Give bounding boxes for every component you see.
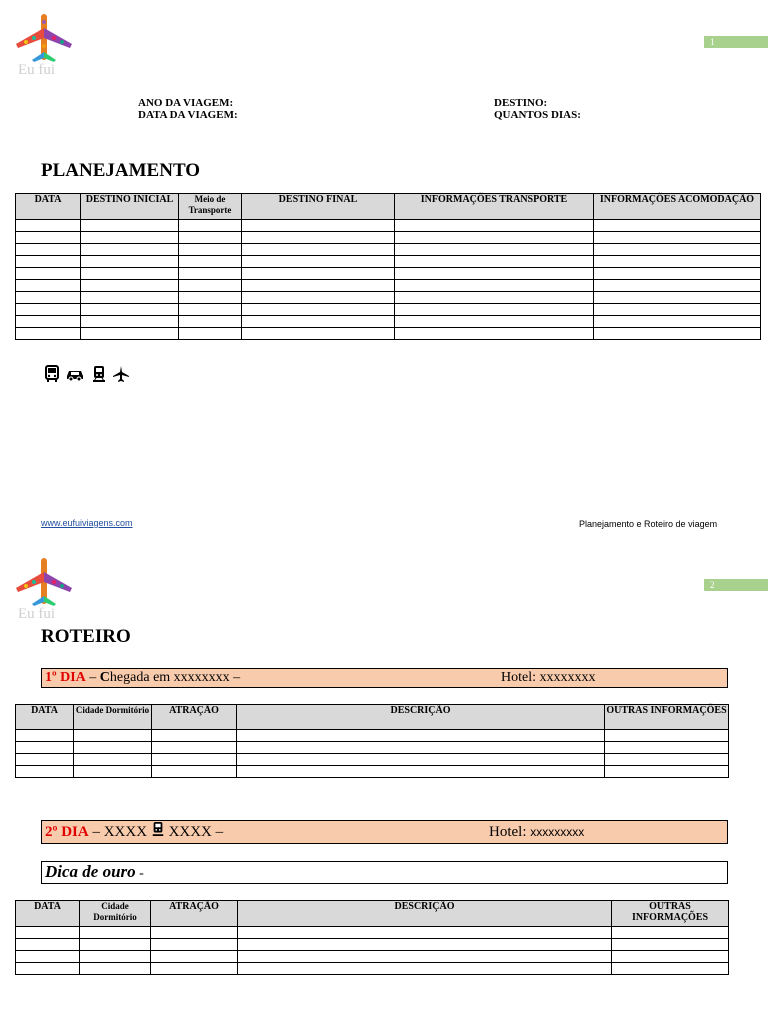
table-cell[interactable] bbox=[612, 951, 729, 963]
table-cell[interactable] bbox=[237, 742, 605, 754]
table-cell[interactable] bbox=[81, 280, 179, 292]
day2-hotel bbox=[489, 821, 584, 843]
golden-tip-label: Dica de ouro bbox=[45, 862, 136, 881]
table-cell[interactable] bbox=[594, 304, 761, 316]
trip-date-label: DATA DA VIAGEM: bbox=[138, 109, 238, 121]
footer-website-link[interactable]: www.eufuiviagens.com bbox=[41, 518, 133, 528]
table-cell[interactable] bbox=[594, 244, 761, 256]
header-atracao: ATRAÇÃO bbox=[151, 901, 238, 927]
table-cell[interactable] bbox=[594, 268, 761, 280]
table-row bbox=[16, 939, 729, 951]
day1-itinerary-table bbox=[15, 704, 729, 778]
day2-header bbox=[41, 820, 728, 844]
table-cell[interactable] bbox=[395, 304, 594, 316]
table-cell[interactable] bbox=[594, 220, 761, 232]
table-cell[interactable] bbox=[605, 754, 729, 766]
airplane-icon bbox=[112, 368, 130, 388]
table-cell[interactable] bbox=[151, 939, 238, 951]
table-cell[interactable] bbox=[605, 766, 729, 778]
table-cell[interactable] bbox=[152, 742, 237, 754]
table-cell[interactable] bbox=[594, 328, 761, 340]
planning-title: PLANEJAMENTO bbox=[41, 160, 201, 181]
table-cell[interactable] bbox=[237, 754, 605, 766]
table-cell[interactable] bbox=[237, 766, 605, 778]
table-cell[interactable] bbox=[179, 316, 242, 328]
table-cell[interactable] bbox=[16, 280, 81, 292]
day1-hotel: Hotel: xxxxxxxx bbox=[501, 670, 596, 685]
table-row bbox=[16, 256, 761, 268]
planning-table-body bbox=[16, 220, 761, 340]
table-cell[interactable] bbox=[80, 963, 151, 975]
table-cell[interactable] bbox=[605, 742, 729, 754]
table-cell[interactable] bbox=[395, 256, 594, 268]
table-cell[interactable] bbox=[594, 256, 761, 268]
planning-table bbox=[15, 193, 761, 340]
day2-itinerary-table bbox=[15, 900, 729, 975]
table-cell[interactable] bbox=[242, 292, 395, 304]
table-cell[interactable] bbox=[242, 268, 395, 280]
table-cell[interactable] bbox=[238, 927, 612, 939]
table-cell[interactable] bbox=[16, 244, 81, 256]
table-cell[interactable] bbox=[179, 244, 242, 256]
transport-icons bbox=[44, 365, 130, 388]
table-cell[interactable] bbox=[242, 316, 395, 328]
header-outras-informacoes: OUTRAS INFORMAÇÕES bbox=[612, 901, 729, 927]
table-cell[interactable] bbox=[16, 268, 81, 280]
table-cell[interactable] bbox=[74, 754, 152, 766]
table-cell[interactable] bbox=[16, 927, 80, 939]
table-cell[interactable] bbox=[395, 268, 594, 280]
table-cell[interactable] bbox=[238, 963, 612, 975]
table-row bbox=[16, 754, 729, 766]
day1-arrival-text: hegada em xxxxxxxx – bbox=[109, 670, 241, 685]
day2-label: 2º DIA bbox=[45, 824, 89, 840]
table-cell[interactable] bbox=[16, 766, 74, 778]
table-cell[interactable] bbox=[81, 256, 179, 268]
header-info-transporte: INFORMAÇÕES TRANSPORTE bbox=[395, 194, 594, 220]
table-cell[interactable] bbox=[16, 256, 81, 268]
table-cell[interactable] bbox=[74, 742, 152, 754]
logo bbox=[14, 12, 78, 82]
table-cell[interactable] bbox=[16, 232, 81, 244]
table-cell[interactable] bbox=[238, 939, 612, 951]
table-cell[interactable] bbox=[16, 316, 81, 328]
table-row bbox=[16, 292, 761, 304]
header-destino-inicial: DESTINO INICIAL bbox=[81, 194, 179, 220]
destination-label: DESTINO: bbox=[494, 97, 548, 109]
header-data: DATA bbox=[16, 194, 81, 220]
table-cell[interactable] bbox=[594, 292, 761, 304]
header-destino-final: DESTINO FINAL bbox=[242, 194, 395, 220]
table-cell[interactable] bbox=[237, 730, 605, 742]
table-cell[interactable] bbox=[16, 292, 81, 304]
header-descricao: DESCRIÇÃO bbox=[238, 901, 612, 927]
airplane-logo-icon bbox=[14, 556, 74, 608]
day2-hotel-label: Hotel: bbox=[489, 824, 531, 840]
day1-header bbox=[41, 668, 728, 688]
table-row bbox=[16, 742, 729, 754]
itinerary-table-body bbox=[16, 927, 729, 975]
table-cell[interactable] bbox=[238, 951, 612, 963]
table-row bbox=[16, 730, 729, 742]
table-cell[interactable] bbox=[16, 742, 74, 754]
header-atracao: ATRAÇÃO bbox=[152, 705, 237, 730]
table-cell[interactable] bbox=[16, 304, 81, 316]
day2-hotel-value: xxxxxxxxx bbox=[530, 825, 585, 839]
trip-year-label: ANO DA VIAGEM: bbox=[138, 97, 234, 109]
bus-icon bbox=[44, 368, 65, 388]
header-cidade-dormitorio: Cidade Dormitório bbox=[74, 705, 152, 730]
table-cell[interactable] bbox=[16, 754, 74, 766]
table-cell[interactable] bbox=[594, 280, 761, 292]
table-cell[interactable] bbox=[16, 220, 81, 232]
itinerary-table-body bbox=[16, 730, 729, 778]
table-cell[interactable] bbox=[80, 951, 151, 963]
header-meio-transporte: Meio de Transporte bbox=[179, 194, 242, 220]
table-cell[interactable] bbox=[81, 268, 179, 280]
footer-document-title: Planejamento e Roteiro de viagem bbox=[579, 519, 718, 529]
header-info-acomodacao: INFORMAÇÕES ACOMODAÇÃO bbox=[594, 194, 761, 220]
table-cell[interactable] bbox=[81, 304, 179, 316]
table-row bbox=[16, 951, 729, 963]
table-cell[interactable] bbox=[179, 256, 242, 268]
table-cell[interactable] bbox=[81, 292, 179, 304]
table-row bbox=[16, 963, 729, 975]
table-cell[interactable] bbox=[395, 328, 594, 340]
table-cell[interactable] bbox=[16, 939, 80, 951]
header-descricao: DESCRIÇÃO bbox=[237, 705, 605, 730]
day1-arrival-initial: C bbox=[99, 670, 110, 685]
table-cell[interactable] bbox=[242, 220, 395, 232]
table-cell[interactable] bbox=[16, 328, 81, 340]
table-cell[interactable] bbox=[612, 927, 729, 939]
header-data: DATA bbox=[16, 705, 74, 730]
table-cell[interactable] bbox=[242, 304, 395, 316]
day1-dash: – bbox=[85, 670, 100, 685]
table-cell[interactable] bbox=[151, 951, 238, 963]
table-cell[interactable] bbox=[179, 328, 242, 340]
table-cell[interactable] bbox=[74, 766, 152, 778]
table-row bbox=[16, 304, 761, 316]
header-cidade-dormitorio: Cidade Dormitório bbox=[80, 901, 151, 927]
table-cell[interactable] bbox=[612, 939, 729, 951]
table-row bbox=[16, 316, 761, 328]
table-cell[interactable] bbox=[242, 328, 395, 340]
header-outras-informacoes: OUTRAS INFORMAÇÕES bbox=[605, 705, 729, 730]
table-cell[interactable] bbox=[179, 268, 242, 280]
table-row bbox=[16, 268, 761, 280]
table-cell[interactable] bbox=[395, 292, 594, 304]
table-cell[interactable] bbox=[242, 280, 395, 292]
day2-text-end: XXXX – bbox=[164, 824, 224, 840]
table-row bbox=[16, 280, 761, 292]
table-row bbox=[16, 232, 761, 244]
train-icon bbox=[91, 368, 112, 388]
table-cell[interactable] bbox=[81, 244, 179, 256]
logo-page2 bbox=[14, 556, 78, 626]
golden-tip-suffix: - bbox=[135, 866, 144, 881]
table-cell[interactable] bbox=[81, 232, 179, 244]
header-data: DATA bbox=[16, 901, 80, 927]
table-cell[interactable] bbox=[151, 927, 238, 939]
table-cell[interactable] bbox=[395, 280, 594, 292]
page-number-bar bbox=[704, 36, 768, 48]
table-cell[interactable] bbox=[16, 730, 74, 742]
page-number: 2 bbox=[710, 580, 715, 590]
golden-tip-box bbox=[41, 861, 728, 884]
table-cell[interactable] bbox=[395, 316, 594, 328]
table-cell[interactable] bbox=[179, 220, 242, 232]
table-cell[interactable] bbox=[594, 232, 761, 244]
page-number: 1 bbox=[710, 37, 715, 47]
table-cell[interactable] bbox=[151, 963, 238, 975]
table-cell[interactable] bbox=[242, 244, 395, 256]
table-cell[interactable] bbox=[605, 730, 729, 742]
table-cell[interactable] bbox=[242, 256, 395, 268]
table-cell[interactable] bbox=[16, 951, 80, 963]
airplane-logo-icon bbox=[14, 12, 74, 64]
logo-text: Eu fui bbox=[18, 606, 56, 622]
table-cell[interactable] bbox=[80, 939, 151, 951]
table-cell[interactable] bbox=[242, 232, 395, 244]
day2-text-start: – XXXX bbox=[88, 824, 151, 840]
table-cell[interactable] bbox=[179, 280, 242, 292]
table-cell[interactable] bbox=[179, 304, 242, 316]
table-row bbox=[16, 244, 761, 256]
table-cell[interactable] bbox=[16, 963, 80, 975]
table-cell[interactable] bbox=[395, 232, 594, 244]
table-cell[interactable] bbox=[395, 244, 594, 256]
table-cell[interactable] bbox=[74, 730, 152, 742]
day1-label: 1º DIA bbox=[45, 670, 86, 685]
page-number-bar bbox=[704, 579, 768, 591]
table-cell[interactable] bbox=[594, 316, 761, 328]
train-icon bbox=[151, 824, 165, 840]
logo-text: Eu fui bbox=[18, 62, 56, 78]
table-cell[interactable] bbox=[152, 730, 237, 742]
table-cell[interactable] bbox=[81, 220, 179, 232]
table-cell[interactable] bbox=[152, 766, 237, 778]
table-row bbox=[16, 927, 729, 939]
itinerary-title: ROTEIRO bbox=[41, 626, 131, 647]
days-count-label: QUANTOS DIAS: bbox=[494, 109, 581, 121]
table-cell[interactable] bbox=[80, 927, 151, 939]
table-cell[interactable] bbox=[152, 754, 237, 766]
table-cell[interactable] bbox=[81, 316, 179, 328]
table-cell[interactable] bbox=[179, 232, 242, 244]
table-cell[interactable] bbox=[395, 220, 594, 232]
table-cell[interactable] bbox=[81, 328, 179, 340]
table-row bbox=[16, 328, 761, 340]
table-cell[interactable] bbox=[612, 963, 729, 975]
car-icon bbox=[65, 368, 90, 388]
table-row bbox=[16, 766, 729, 778]
table-row bbox=[16, 220, 761, 232]
table-cell[interactable] bbox=[179, 292, 242, 304]
